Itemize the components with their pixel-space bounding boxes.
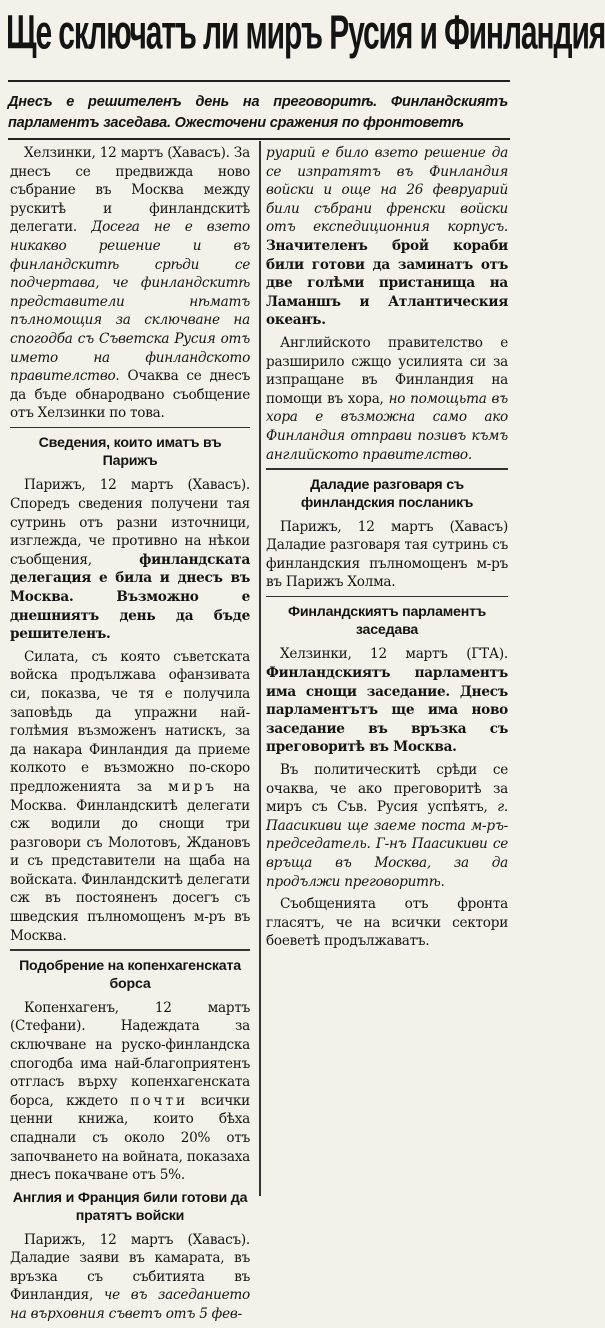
left-paragraph-3: Силата, съ която съветската войска продължава офанзивата си, показва, че тя е получила заповѣдь да упражни най-голѣмия възможенъ натискъ, за да накара Финландия да приеме колкото е възможно по-скоро предложенията за миръ на Москва. Финландскитѣ делегати сж водили до снощи три разговори съ Молотовъ, Ждановъ и съ представители на щаба на войската. Финландскитѣ делегати сж въ постояненъ досегъ съ шведския пълномощенъ м-ръ въ Москва.	[10, 648, 250, 944]
right-column	[266, 144, 508, 955]
right-paragraph-2: Английското правителство е разширило сжщо усилията си за изпращане въ Финландия на помощи въ хора, но помощьта въ хора е възможна само ако Финландия отправи позивъ къмъ английското правителство.	[266, 334, 508, 463]
left-paragraph-4: Копенхагенъ, 12 мартъ (Стефани). Надеждата за сключване на руско-финландска спогодба има най-благоприятенъ отгласъ върху копенхагенската борса, кждето почти всички ценни книжа, които бѣха спаднали съ около 20% отъ започването на войната, показаха днесъ покачване отъ 5%.	[10, 999, 250, 1184]
section-heading-england-france: Англия и Франция били готови да пратятъ войски	[12, 1189, 248, 1224]
left-paragraph-1: Хелзинки, 12 мартъ (Хавасъ). За днесъ се предвижда ново събрание въ Москва между рускитѣ и финландскитѣ делегати. Досега не е взето никакво решение и въ финландскитѣ срѣди се подчертава, че финландскитѣ представители нѣматъ пълномощия за сключване на спогодба съ Съветска Русия отъ името на финландското правителство. Очаква се днесъ да бъде обнародвано съобщение отъ Хелзинки по това.	[10, 145, 250, 422]
headline: Ще сключатъ ли миръ Русия и Финландия	[6, 6, 605, 60]
subheadline-rule	[8, 138, 510, 140]
subheadline: Днесъ е решителенъ день на преговоритѣ. Финландскиятъ парламентъ заседава. Ожесточени сражения по фронтоветѣ	[8, 94, 508, 131]
right-paragraph-3: Парижъ, 12 мартъ (Хавасъ) Даладие разговаря тая сутринь съ финландския пълномощенъ м-ръ въ Парижъ Холма.	[266, 518, 508, 591]
section-heading-daladier: Даладие разговаря съ финландския посланикъ	[300, 476, 474, 511]
column-divider	[259, 141, 261, 1196]
section-heading-paris-info: Сведения, които иматъ въ Парижъ	[38, 435, 222, 470]
left-column	[10, 144, 250, 1328]
section-rule	[10, 427, 250, 429]
section-rule	[266, 468, 508, 470]
section-rule	[10, 949, 250, 951]
headline-rule	[8, 80, 510, 82]
section-heading-copenhagen: Подобрение на копенхагенската борса	[19, 957, 241, 992]
left-paragraph-2: Парижъ, 12 мартъ (Хавасъ). Споредъ сведения получени тая сутринь отъ разни източници, изглежда, че противно на нѣкои съобщения, финландската делегация е била и днесъ въ Москва. Възможно е днешниятъ день да бъде решителенъ.	[10, 477, 250, 643]
right-paragraph-1: руарий е било взето решение да се изпратятъ въ Финландия войски и още на 26 февруарий били събрани френски войски отъ експедиционния корпусъ. Значителенъ брой кораби били готови да заминатъ отъ две голѣми пристанища на Ламаншъ и Атлантическия океанъ.	[266, 145, 508, 329]
right-paragraph-4: Хелзинки, 12 мартъ (ГТА). Финландскиятъ парламентъ има снощи заседание. Днесъ парламентътъ ще има ново заседание въ връзка съ преговоритѣ въ Москва.	[266, 646, 508, 756]
left-paragraph-5: Парижъ, 12 мартъ (Хавасъ). Даладие заяви въ камарата, въ връзка съ събитията въ Финландия, че въ заседанието на върховния съветъ отъ 5 фев-	[10, 1231, 250, 1323]
right-paragraph-5: Въ политическитѣ срѣди се очаква, че ако преговоритѣ за миръ съ Съв. Русия успѣятъ, г. Паасикиви ще заеме поста м-ръ-председатель. Г-нъ Паасикиви се връща въ Москва, за да продължи преговоритѣ.	[266, 762, 508, 890]
section-heading-parliament: Финландскиятъ парламентъ заседава	[287, 604, 487, 639]
section-rule	[266, 596, 508, 598]
right-paragraph-6: Съобщенията отъ фронта гласятъ, че на всички сектори боеветѣ продължаватъ.	[266, 896, 508, 950]
